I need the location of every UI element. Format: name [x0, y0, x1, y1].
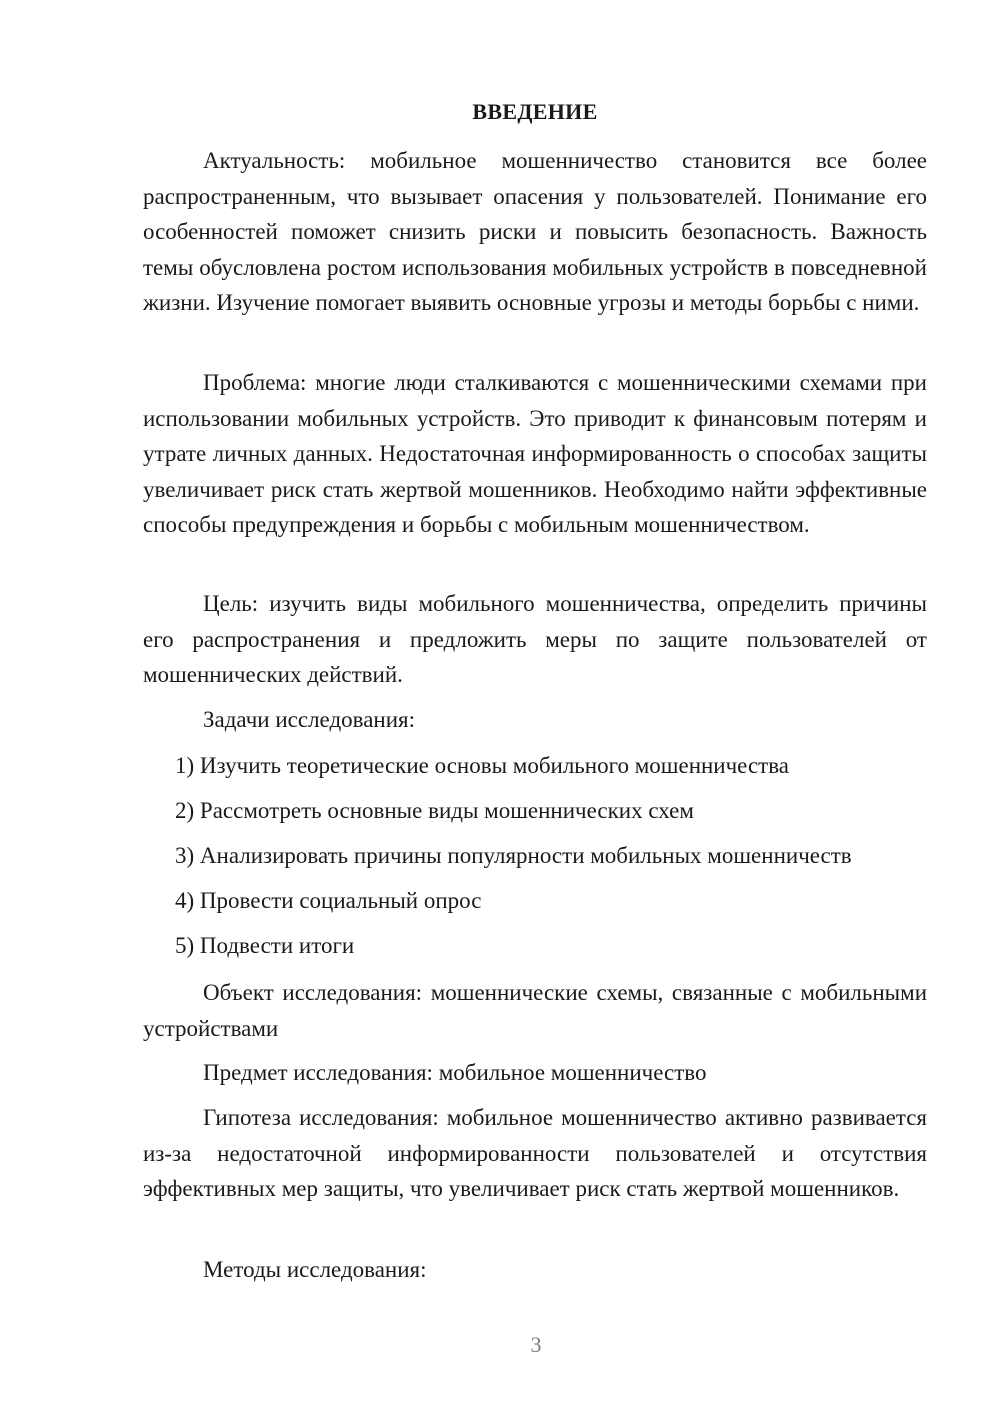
tasks-heading: Задачи исследования:: [203, 707, 416, 732]
relevance-text: Актуальность: мобильное мошенничество становится все более распространенным, что вызывает опасения у пользователей. Понимание его особенностей поможет снизить риски и повысить безопасность. Важность темы обусловлена ростом использования мобильных устройств в повседневной жизни. Изучение помогает выявить основные угрозы и методы борьбы с ними.: [143, 148, 927, 315]
page-title: ВВЕДЕНИЕ: [472, 99, 598, 124]
task-item-1: 1) Изучить теоретические основы мобильного мошенничества: [175, 753, 789, 778]
object-text: Объект исследования: мошеннические схемы, связанные с мобильными устройствами: [143, 980, 927, 1041]
task-item-4: 4) Провести социальный опрос: [175, 888, 482, 913]
methods-heading: Методы исследования:: [203, 1257, 427, 1282]
relevance-paragraph: [143, 143, 927, 321]
object-paragraph: [143, 975, 927, 1046]
task-item-3: 3) Анализировать причины популярности мобильных мошенничеств: [175, 843, 852, 868]
hypothesis-text: Гипотеза исследования: мобильное мошенничество активно развивается из-за недостаточной информированности пользователей и отсутствия эффективных мер защиты, что увеличивает риск стать жертвой мошенников.: [143, 1105, 927, 1201]
task-item-5: 5) Подвести итоги: [175, 933, 355, 958]
goal-paragraph: [143, 586, 927, 693]
problem-text: Проблема: многие люди сталкиваются с мошенническими схемами при использовании мобильных устройств. Это приводит к финансовым потерям и утрате личных данных. Недостаточная информированность о способах защиты увеличивает риск стать жертвой мошенников. Необходимо найти эффективные способы предупреждения и борьбы с мобильным мошенничеством.: [143, 370, 927, 537]
task-item-2: 2) Рассмотреть основные виды мошеннических схем: [175, 798, 694, 823]
subject-line: Предмет исследования: мобильное мошенничество: [203, 1060, 707, 1085]
problem-paragraph: [143, 365, 927, 543]
hypothesis-paragraph: [143, 1100, 927, 1207]
page-number: 3: [530, 1332, 542, 1357]
goal-text: Цель: изучить виды мобильного мошенничества, определить причины его распространения и предложить меры по защите пользователей от мошеннических действий.: [143, 591, 927, 687]
